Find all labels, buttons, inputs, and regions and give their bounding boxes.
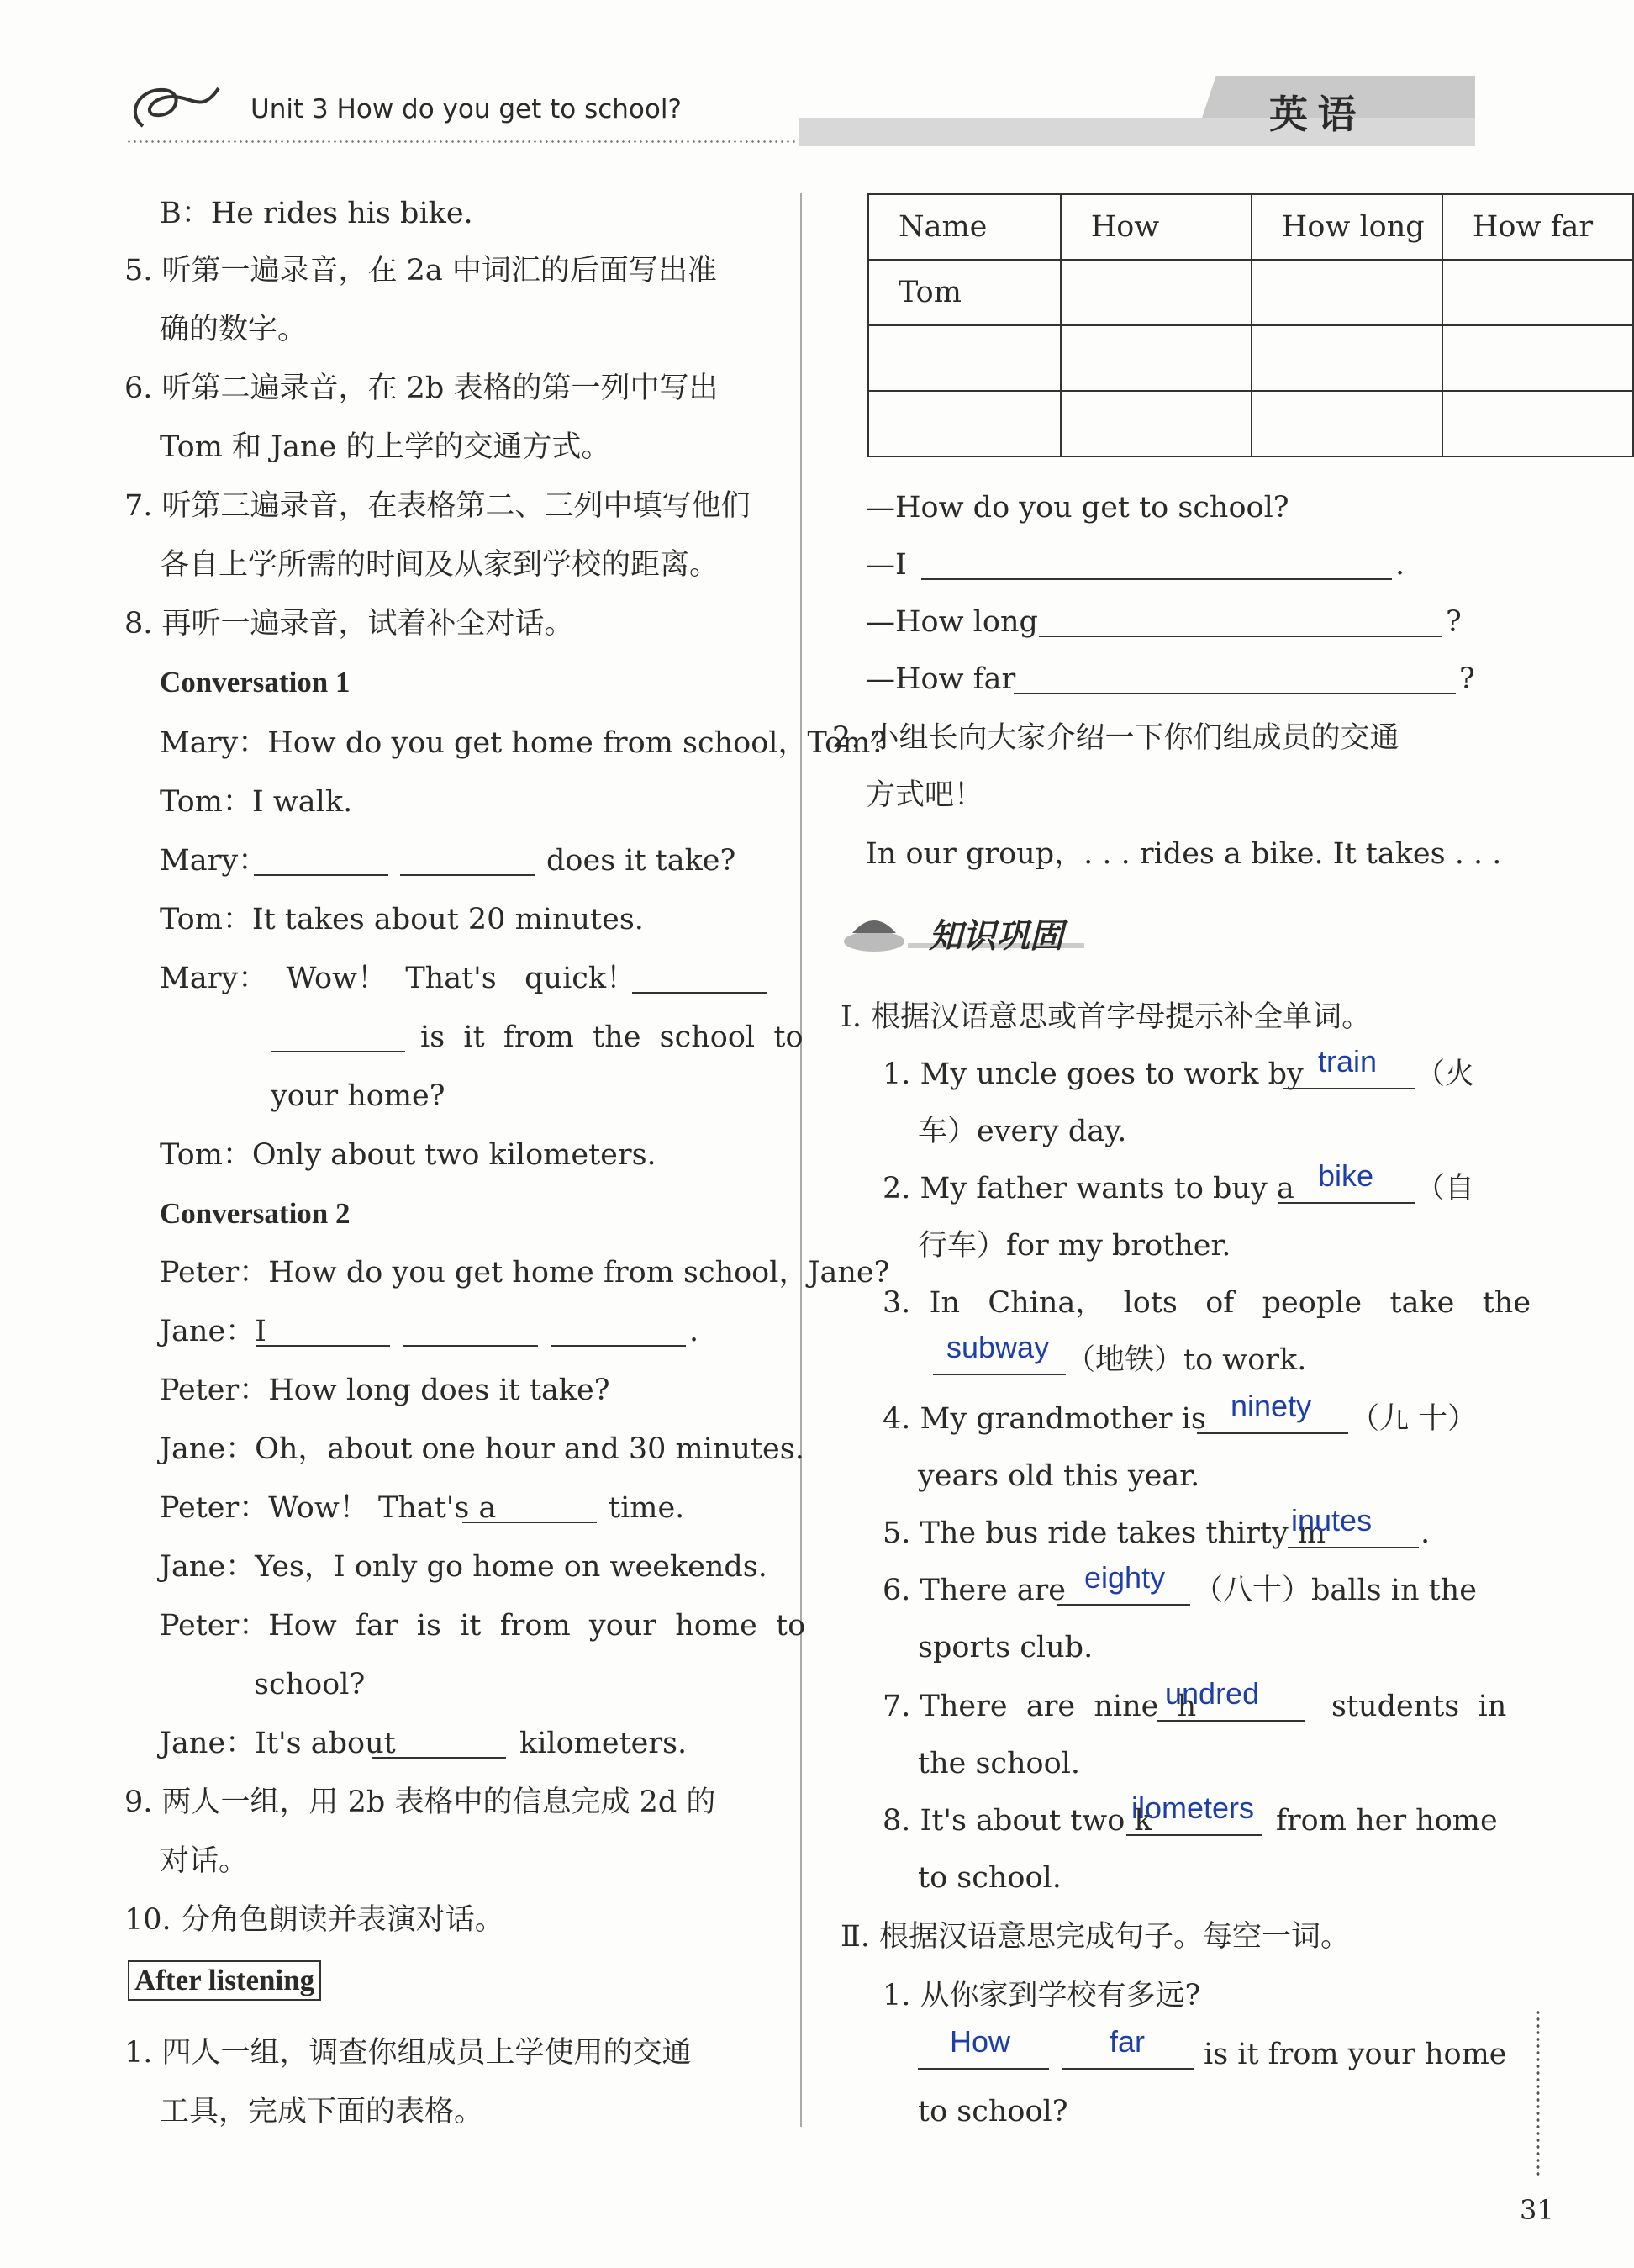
unit-title: Unit 3 How do you get to school?	[250, 94, 682, 124]
item-6-line1: 6. 听第二遍录音，在 2b 表格的第一列中写出	[124, 372, 719, 405]
exercise-6-a: 6. There are	[883, 1574, 1066, 1607]
column-divider	[800, 193, 802, 2127]
table-row	[868, 325, 1633, 391]
exercise-6-answer: eighty	[1084, 1560, 1166, 1595]
table-row	[868, 260, 1633, 325]
exercise-7-answer: undred	[1165, 1676, 1260, 1711]
part-2-answer-2: far	[1110, 2024, 1146, 2059]
c2-blank-2[interactable]	[403, 1320, 538, 1347]
c1-blank-1[interactable]	[254, 849, 388, 876]
question-4-label: —How far	[866, 662, 1016, 696]
c2-line9-rest: kilometers.	[519, 1727, 688, 1760]
item-5-line1: 5. 听第一遍录音，在 2a 中词汇的后面写出准	[124, 254, 717, 287]
answer-blank-how[interactable]	[921, 553, 1392, 580]
answer-blank-how-far[interactable]	[1014, 667, 1456, 694]
table-cell[interactable]	[1252, 260, 1442, 325]
c1-blank-2[interactable]	[400, 849, 535, 876]
table-header: How far	[1442, 194, 1633, 260]
header-dots	[126, 139, 799, 145]
margin-dots	[1536, 2009, 1541, 2177]
exercise-6-c: sports club.	[918, 1631, 1094, 1664]
exercise-1-b: （火	[1415, 1058, 1475, 1091]
exercise-4-answer: ninety	[1231, 1389, 1312, 1423]
q2-period: .	[1395, 548, 1405, 582]
part-2-item-1-c: to school?	[918, 2095, 1068, 2128]
exercise-6-b: （八十）balls in the	[1194, 1574, 1477, 1607]
table-header: How long	[1252, 194, 1442, 260]
c1-line5: Mary： Wow！ That's quick！	[160, 962, 636, 995]
exercise-8-b: from her home	[1276, 1804, 1498, 1838]
item-2-line3: In our group，. . . rides a bike. It takes . . .	[866, 837, 1502, 871]
c2-line6: Jane：Yes，I only go home on weekends.	[160, 1550, 767, 1584]
exercise-4-c: years old this year.	[918, 1459, 1200, 1493]
after-listening-1-line1: 1. 四人一组，调查你组成员上学使用的交通	[124, 2036, 692, 2070]
exercise-3-b: （地铁）to work.	[1066, 1343, 1307, 1377]
c2-line5-label: Peter：Wow！ That's a	[160, 1491, 497, 1525]
c1-line1: Mary：How do you get home from school，Tom?	[160, 726, 887, 760]
item-8: 8. 再听一遍录音，试着补全对话。	[124, 607, 574, 641]
exercise-8-a: 8. It's about two k	[883, 1804, 1152, 1838]
exercise-4-b: （九 十）	[1350, 1402, 1478, 1436]
c2-blank-5[interactable]	[372, 1732, 506, 1759]
part-2-answer-1: How	[950, 2024, 1011, 2059]
c2-line3: Peter：How long does it take?	[160, 1374, 610, 1407]
question-2-label: —I	[866, 548, 907, 582]
exercise-1-c: 车）every day.	[918, 1115, 1127, 1148]
exercise-8-c: to school.	[918, 1861, 1062, 1895]
c1-line6: is it from the school to	[420, 1021, 804, 1054]
c1-line3-label: Mary：	[160, 844, 268, 878]
exercise-1-a: 1. My uncle goes to work by	[883, 1058, 1304, 1091]
conversation-2-title: Conversation 2	[160, 1197, 351, 1230]
item-10: 10. 分角色朗读并表演对话。	[124, 1903, 504, 1937]
item-6-line2: Tom 和 Jane 的上学的交通方式。	[160, 430, 611, 464]
q4-mark: ?	[1459, 662, 1475, 696]
part-2-item-1-b: is it from your home	[1204, 2038, 1507, 2071]
exercise-2-a: 2. My father wants to buy a	[883, 1172, 1294, 1205]
c2-blank-4[interactable]	[462, 1496, 597, 1523]
exercise-5-a: 5. The bus ride takes thirty m	[883, 1516, 1326, 1550]
c1-line8: Tom：Only about two kilometers.	[160, 1138, 656, 1172]
question-1: —How do you get to school?	[866, 491, 1289, 525]
c2-line9-label: Jane：It's about	[160, 1727, 396, 1760]
exercise-2-c: 行车）for my brother.	[918, 1229, 1231, 1263]
exercise-2-b: （自	[1415, 1172, 1475, 1205]
part-1-title: Ⅰ. 根据汉语意思或首字母提示补全单词。	[841, 1000, 1372, 1034]
header-band	[799, 118, 1475, 146]
logo-swirl-icon	[126, 80, 227, 139]
table-header: Name	[868, 194, 1061, 260]
item-7-line1: 7. 听第三遍录音，在表格第二、三列中填写他们	[124, 489, 751, 523]
part-2-title: Ⅱ. 根据汉语意思完成句子。每空一词。	[841, 1920, 1351, 1954]
exercise-4-a: 4. My grandmother is	[883, 1402, 1206, 1436]
answer-blank-how-long[interactable]	[1039, 610, 1442, 637]
table-header-row	[868, 194, 1633, 260]
c2-line8: school?	[254, 1668, 366, 1701]
exercise-3-a: 3. In China， lots of people take the	[883, 1286, 1531, 1320]
after-listening-1-line2: 工具，完成下面的表格。	[160, 2095, 484, 2128]
conversation-1-title: Conversation 1	[160, 666, 351, 699]
survey-table	[867, 193, 1634, 457]
item-9-line1: 9. 两人一组，用 2b 表格中的信息完成 2d 的	[124, 1785, 716, 1819]
table-cell[interactable]	[1442, 391, 1633, 456]
item-5-line2: 确的数字。	[160, 313, 308, 346]
c2-line1: Peter：How do you get home from school，Jane?	[160, 1256, 890, 1290]
exercise-7-a: 7. There are nine h	[883, 1690, 1197, 1723]
c2-line7: Peter：How far is it from your home to	[160, 1609, 806, 1643]
item-9-line2: 对话。	[160, 1844, 249, 1878]
exercise-7-c: the school.	[918, 1747, 1081, 1780]
exercise-3-answer: subway	[946, 1330, 1050, 1364]
exercise-5-answer: inutes	[1291, 1503, 1373, 1537]
c2-line5-rest: time.	[609, 1491, 685, 1525]
question-3-label: —How long	[866, 605, 1038, 639]
table-cell: Tom	[868, 260, 1061, 325]
table-cell[interactable]	[1061, 260, 1252, 325]
table-cell[interactable]	[1442, 325, 1633, 391]
table-header: How	[1061, 194, 1252, 260]
page-number: 31	[1520, 2194, 1554, 2226]
table-cell[interactable]	[1442, 260, 1633, 325]
after-listening-heading: After listening	[128, 1960, 321, 2001]
knowledge-section-title: 知识巩固	[929, 917, 1063, 955]
exercise-2-answer: bike	[1318, 1158, 1374, 1193]
table-cell[interactable]	[1252, 391, 1442, 456]
c1-blank-4[interactable]	[271, 1026, 405, 1052]
line-b: B：He rides his bike.	[160, 197, 473, 230]
c2-period: .	[689, 1315, 699, 1348]
c2-blank-3[interactable]	[551, 1320, 686, 1347]
part-2-item-1: 1. 从你家到学校有多远?	[883, 1979, 1201, 2012]
table-cell[interactable]	[1061, 391, 1252, 456]
c2-line2-label: Jane：I	[160, 1315, 266, 1348]
subject-label: 英 语	[1269, 93, 1357, 136]
c1-line4: Tom：It takes about 20 minutes.	[160, 903, 644, 936]
table-cell[interactable]	[868, 325, 1061, 391]
table-cell[interactable]	[1061, 325, 1252, 391]
exercise-7-b: students in	[1331, 1690, 1507, 1723]
q3-mark: ?	[1446, 605, 1462, 639]
exercise-8-answer: ilometers	[1131, 1791, 1255, 1825]
c1-line7: your home?	[271, 1079, 445, 1113]
c1-line2: Tom：I walk.	[160, 785, 353, 819]
exercise-1-answer: train	[1318, 1044, 1378, 1079]
item-2-line1: 2. 小组长向大家介绍一下你们组成员的交通	[832, 721, 1399, 755]
c1-line3-rest: does it take?	[546, 844, 736, 878]
item-2-line2: 方式吧！	[866, 778, 984, 812]
table-row	[868, 391, 1633, 456]
c1-blank-3[interactable]	[632, 967, 767, 994]
exercise-5-b: .	[1421, 1516, 1431, 1550]
item-7-line2: 各自上学所需的时间及从家到学校的距离。	[160, 548, 719, 582]
c2-line4: Jane：Oh，about one hour and 30 minutes.	[160, 1432, 804, 1466]
table-cell[interactable]	[1252, 325, 1442, 391]
c2-blank-1[interactable]	[256, 1320, 390, 1347]
table-cell[interactable]	[868, 391, 1061, 456]
